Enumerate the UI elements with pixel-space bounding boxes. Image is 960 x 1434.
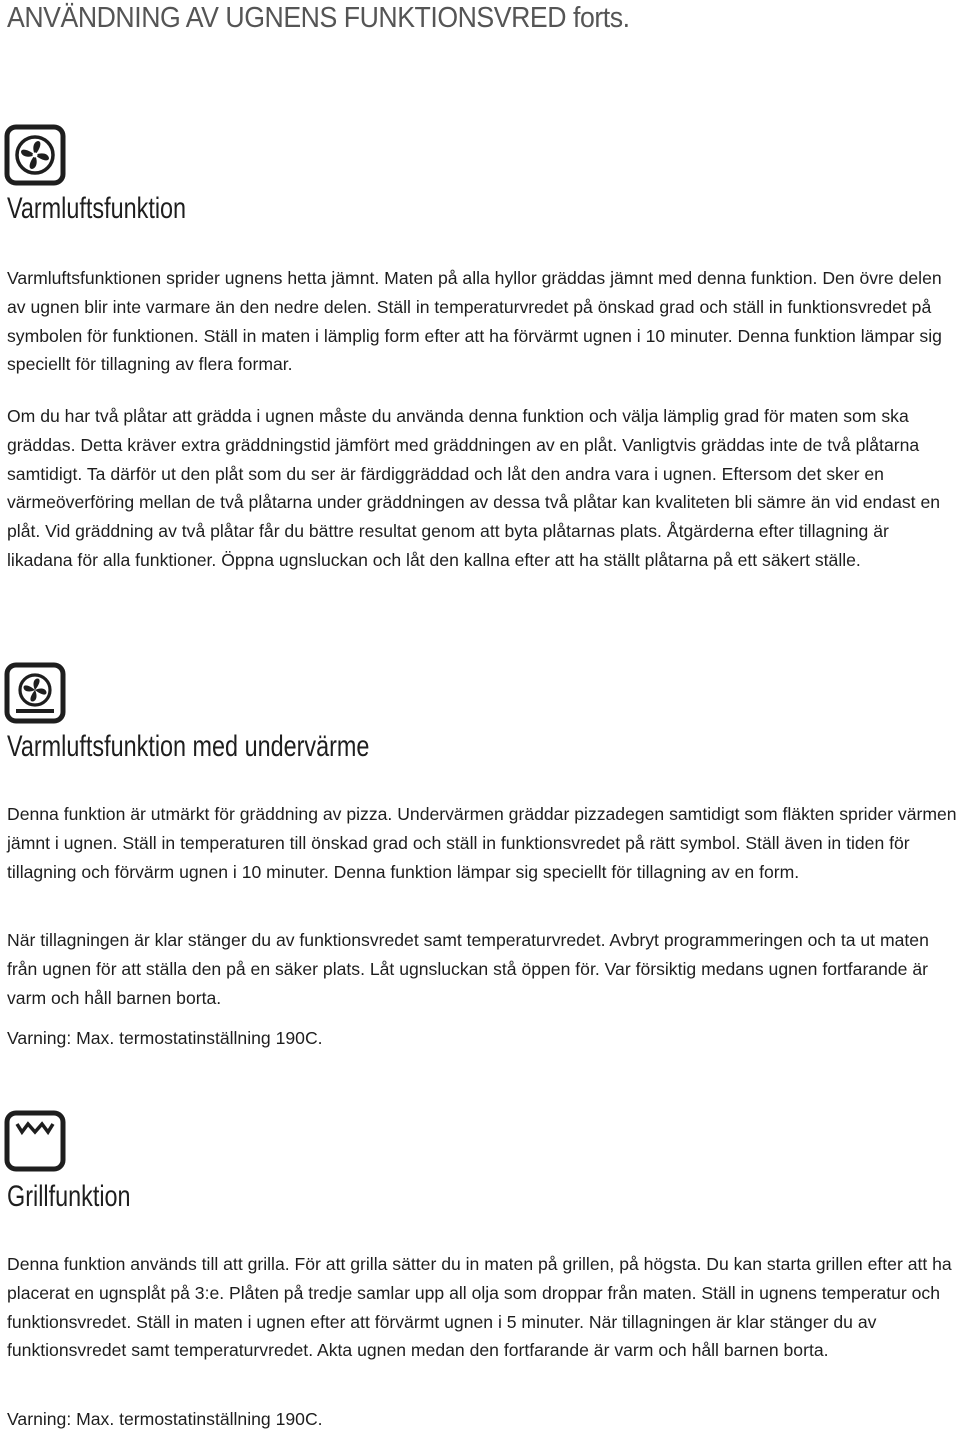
paragraph: Denna funktion är utmärkt för gräddning av pizza. Undervärmen gräddar pizzadegen samtidigt som fläkten sprider värmen jämnt i ugnen. Ställ in temperaturen till önskad grad och ställ in funktionsvredet på rätt symbol. Ställ även in tiden för tillagning och förvärm ugnen i 10 minuter. Denna funktion lämpar sig speciellt för tillagning av en form. xyxy=(7,804,957,882)
page-title: ANVÄNDNING AV UGNENS FUNKTIONSVRED forts. xyxy=(7,2,630,34)
fan-icon xyxy=(4,124,66,186)
section-title-grillfunktion: Grillfunktion xyxy=(7,1180,131,1213)
paragraph: Varmluftsfunktionen sprider ugnens hetta jämnt. Maten på alla hyllor gräddas jämnt med denna funktion. Den övre delen av ugnen blir inte varmare än den nedre delen. Ställ in temperaturvredet på önskad grad och ställ in funktionsvredet på symbolen för funktionen. Ställ in maten i lämplig form efter att ha förvärmt ugnen i 10 minuter. Denna funktion lämpar sig speciellt för tillagning av flera formar. xyxy=(7,268,942,375)
section-title-varmluftsfunktion-med-undervarme: Varmluftsfunktion med undervärme xyxy=(7,730,370,763)
fan-bottom-heat-icon xyxy=(4,662,66,724)
grill-icon xyxy=(4,1110,66,1172)
paragraph: Om du har två plåtar att grädda i ugnen måste du använda denna funktion och välja lämplig grad för maten som ska gräddas. Detta kräver extra gräddningstid jämfört med gräddningen av en plåt. Vanligtvis gräddas inte de två plåtarna samtidigt. Ta därför ut den plåt som du ser är färdiggräddad och låt den andra vara i ugnen. Eftersom det sker en värmeöverföring mellan de två plåtarna under gräddningen av dessa två plåtar kan kvaliteten bli sämre än vid endast en plåt. Vid gräddning av två plåtar får du bättre resultat genom att byta plåtarnas plats. Åtgärderna efter tillagning är likadana för alla funktioner. Öppna ugnsluckan och låt den kallna efter att ha ställt plåtarna på ett säkert ställe. xyxy=(7,406,941,570)
warning-text: Varning: Max. termostatinställning 190C. xyxy=(7,1409,323,1429)
section-title-varmluftsfunktion: Varmluftsfunktion xyxy=(7,192,187,225)
paragraph: Denna funktion används till att grilla. För att grilla sätter du in maten på grillen, på högsta. Du kan starta grillen efter att ha placerat en ugnsplåt på 3:e. Plåten på tredje samlar upp all olja som droppar från maten. Ställ in ugnens temperatur och funktionsvredet. Ställ in maten i ugnen efter att förvärmt ugnen i 5 minuter. När tillagningen är klar stänger du av funktionsvredet samt temperaturvredet. Akta ugnen medan den fortfarande är varm och håll barnen borta. xyxy=(7,1254,952,1361)
paragraph: När tillagningen är klar stänger du av funktionsvredet samt temperaturvredet. Avbryt programmeringen och ta ut maten från ugnen för att ställa den på en säker plats. Låt ugnsluckan stå öppen för. Var försiktig medans ugnen fortfarande är varm och håll barnen borta. xyxy=(7,930,929,1008)
warning-text: Varning: Max. termostatinställning 190C. xyxy=(7,1028,323,1048)
